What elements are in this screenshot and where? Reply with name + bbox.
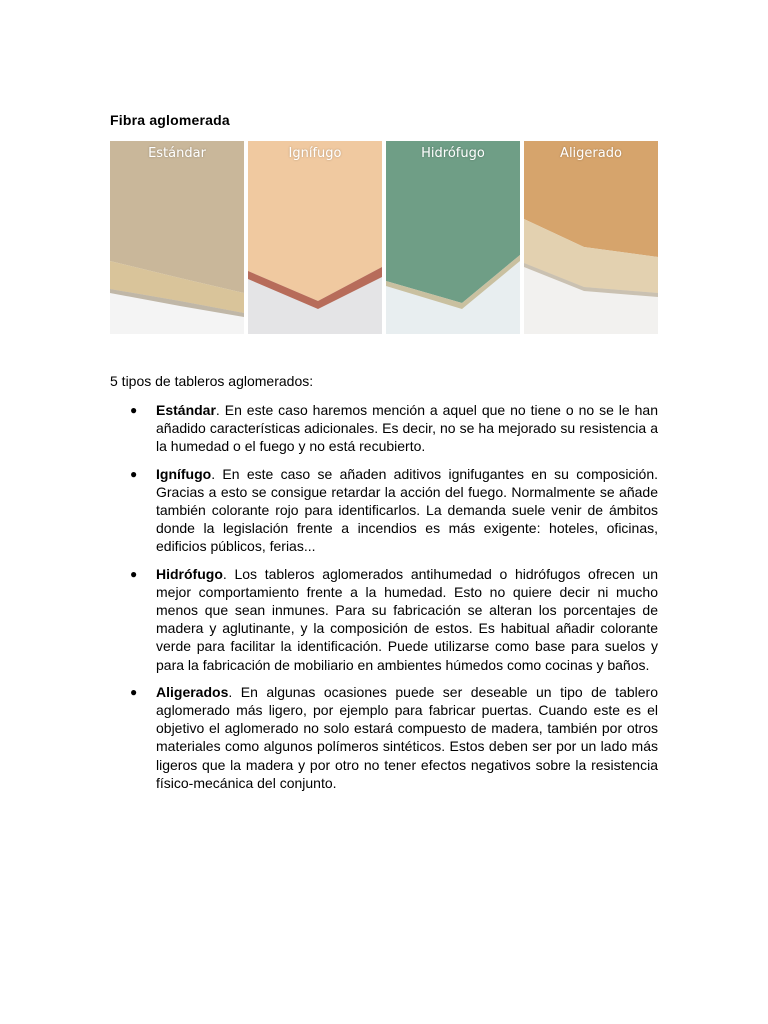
- list-item-standard: [110, 401, 658, 456]
- panel-label-lightweight: Aligerado: [560, 146, 622, 161]
- bullet-icon: ●: [130, 684, 138, 699]
- item-description: . En este caso se añaden aditivos ignifugantes en su composición. Gracias a esto se consigue retardar la acción del fuego. Normalmente se añade también colorante rojo para identificarlos. La demanda suele venir de ámbitos donde la legislación frente a incendios es más exigente: hoteles, oficinas, edificios públicos, ferias...: [156, 465, 658, 555]
- item-description: . Los tableros aglomerados antihumedad o hidrófugos ofrecen un mejor comportamiento frente a la humedad. Esto no quiere decir ni mucho menos que sean inmunes. Para su fabricación se alteran los porcentajes de madera y aglutinante, y la composición de estos. Es habitual añadir colorante verde para facilitar la identificación. Puede utilizarse como base para suelos y para la fabricación de mobiliario en ambientes húmedos como cocinas y baños.: [156, 565, 658, 673]
- fireproof-board-image: [248, 141, 382, 334]
- item-description: . En algunas ocasiones puede ser deseable un tipo de tablero aglomerado más ligero, por ejemplo para fabricar puertas. Cuando este es el objetivo el aglomerado no solo estará compuesto de madera, también por otros materiales como algunos polímeros sintéticos. Estos deben ser por un lado más ligeros que la madera y por otro no tener efectos negativos sobre la resistencia físico-mecánica del conjunto.: [156, 683, 658, 791]
- board-types-list: [110, 401, 658, 801]
- board-panel-water-resistant: [386, 141, 520, 334]
- item-term: Aligerados: [156, 683, 229, 700]
- standard-board-image: [110, 141, 244, 334]
- item-term: Estándar: [156, 402, 216, 418]
- board-types-figure: [110, 141, 658, 334]
- bullet-icon: ●: [130, 566, 138, 581]
- panel-label-fireproof: Ignífugo: [288, 146, 342, 161]
- list-item-water-resistant: [110, 565, 658, 674]
- bullet-icon: ●: [130, 466, 138, 481]
- lightweight-board-image: [524, 141, 658, 334]
- panel-label-water-resistant: Hidrófugo: [421, 146, 485, 161]
- item-term: Hidrófugo: [156, 565, 223, 582]
- water-resistant-board-image: [386, 141, 520, 334]
- panel-label-standard: Estándar: [148, 146, 206, 161]
- list-item-fireproof: [110, 465, 658, 556]
- item-term: Ignífugo: [156, 465, 212, 482]
- board-panel-fireproof: [248, 141, 382, 334]
- list-intro: 5 tipos de tableros aglomerados:: [110, 373, 314, 389]
- board-panel-standard: [110, 141, 244, 334]
- board-top-surface: [248, 141, 382, 301]
- board-panel-lightweight: [524, 141, 658, 334]
- bullet-icon: ●: [130, 403, 138, 417]
- item-description: . En este caso haremos mención a aquel que no tiene o no se le han añadido características adicionales. Es decir, no se ha mejorado su resistencia a la humedad o el fuego y no está recubierto.: [156, 402, 658, 455]
- list-item-lightweight: [110, 683, 658, 792]
- document-heading: Fibra aglomerada: [110, 112, 230, 128]
